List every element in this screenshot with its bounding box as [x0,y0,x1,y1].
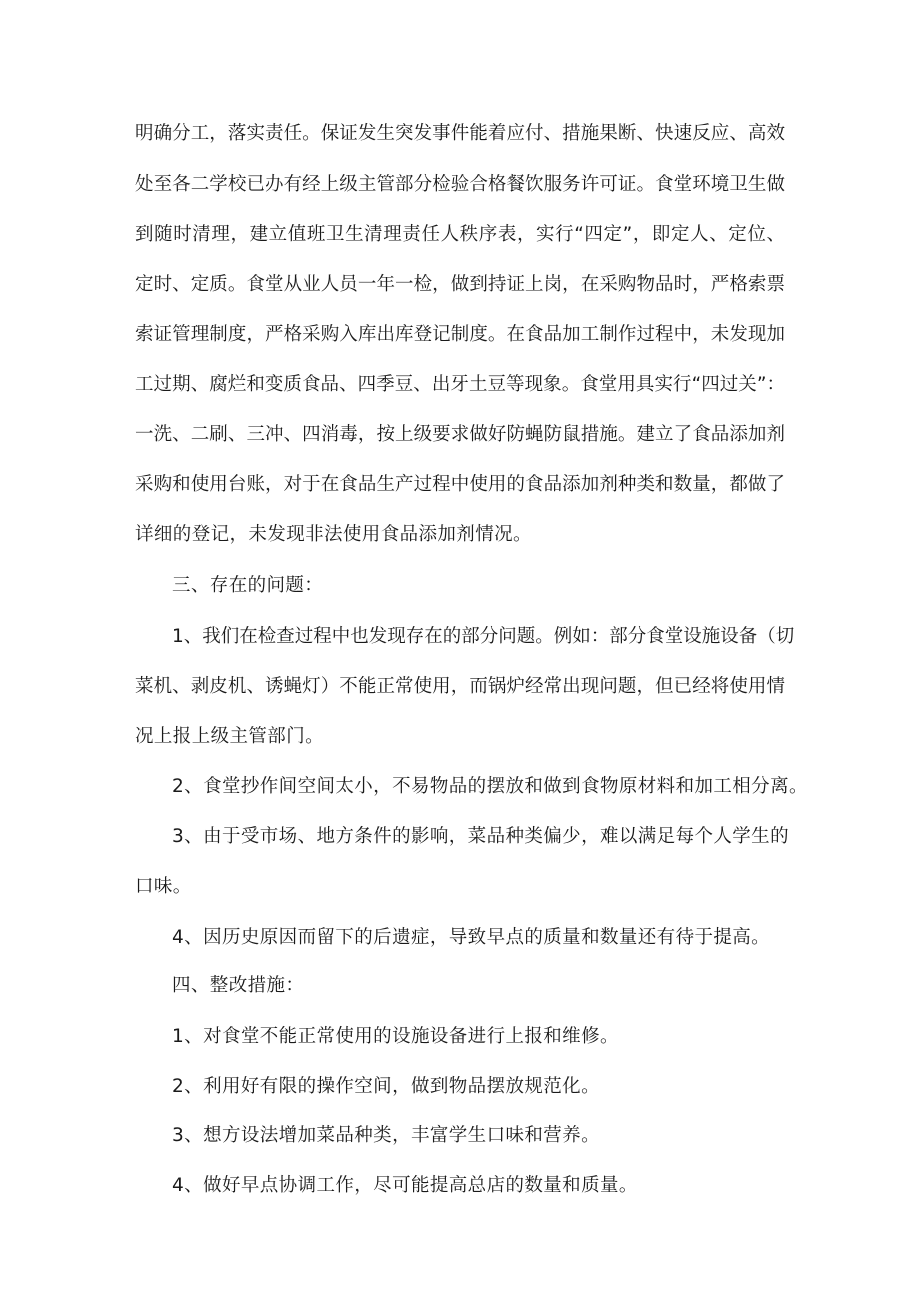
section-heading-measures: 四、整改措施： [172,975,305,996]
problem-item-1-line: 1、我们在检查过程中也发现存在的部分问题。例如：部分食堂设施设备（切 [172,626,795,647]
measure-item-3: 3、想方设法增加菜品种类，丰富学生口味和营养。 [172,1125,600,1146]
problem-item-4: 4、因历史原因而留下的后遗症，导致早点的质量和数量还有待于提高。 [172,927,771,948]
problem-item-2: 2、食堂抄作间空间太小，不易物品的摆放和做到食物原材料和加工相分离。 [172,776,808,797]
paragraph-line: 明确分工，落实责任。保证发生突发事件能着应付、措施果断、快速反应、高效 [135,123,785,144]
paragraph-line: 处至各二学校已办有经上级主管部分检验合格餐饮服务许可证。食堂环境卫生做 [135,174,785,195]
measure-item-2: 2、利用好有限的操作空间，做到物品摆放规范化。 [172,1076,600,1097]
problem-item-3-line: 口味。 [135,876,192,897]
paragraph-line: 工过期、腐烂和变质食品、四季豆、出牙土豆等现象。食堂用具实行“四过关”： [135,374,785,395]
section-heading-problems: 三、存在的问题： [172,575,324,596]
paragraph-line: 详细的登记，未发现非法使用食品添加剂情况。 [135,524,532,545]
problem-item-1-line: 菜机、剥皮机、诱蝇灯）不能正常使用，而锅炉经常出现问题，但已经将使用情 [135,676,785,697]
measure-item-1: 1、对食堂不能正常使用的设施设备进行上报和维修。 [172,1026,619,1047]
paragraph-line: 索证管理制度，严格采购入库出库登记制度。在食品加工制作过程中，未发现加 [135,324,785,345]
problem-item-3-line: 3、由于受市场、地方条件的影响，菜品种类偏少，难以满足每个人学生的 [172,826,789,847]
paragraph-line: 定时、定质。食堂从业人员一年一检，做到持证上岗，在采购物品时，严格索票 [135,274,785,295]
paragraph-line: 到随时清理，建立值班卫生清理责任人秩序表，实行“四定”，即定人、定位、 [135,224,785,245]
measure-item-4: 4、做好早点协调工作，尽可能提高总店的数量和质量。 [172,1175,638,1196]
paragraph-line: 一洗、二刷、三冲、四消毒，按上级要求做好防蝇防鼠措施。建立了食品添加剂 [135,424,785,445]
paragraph-line: 采购和使用台账，对于在食品生产过程中使用的食品添加剂种类和数量，都做了 [135,474,785,495]
problem-item-1-line: 况上报上级主管部门。 [135,726,325,747]
